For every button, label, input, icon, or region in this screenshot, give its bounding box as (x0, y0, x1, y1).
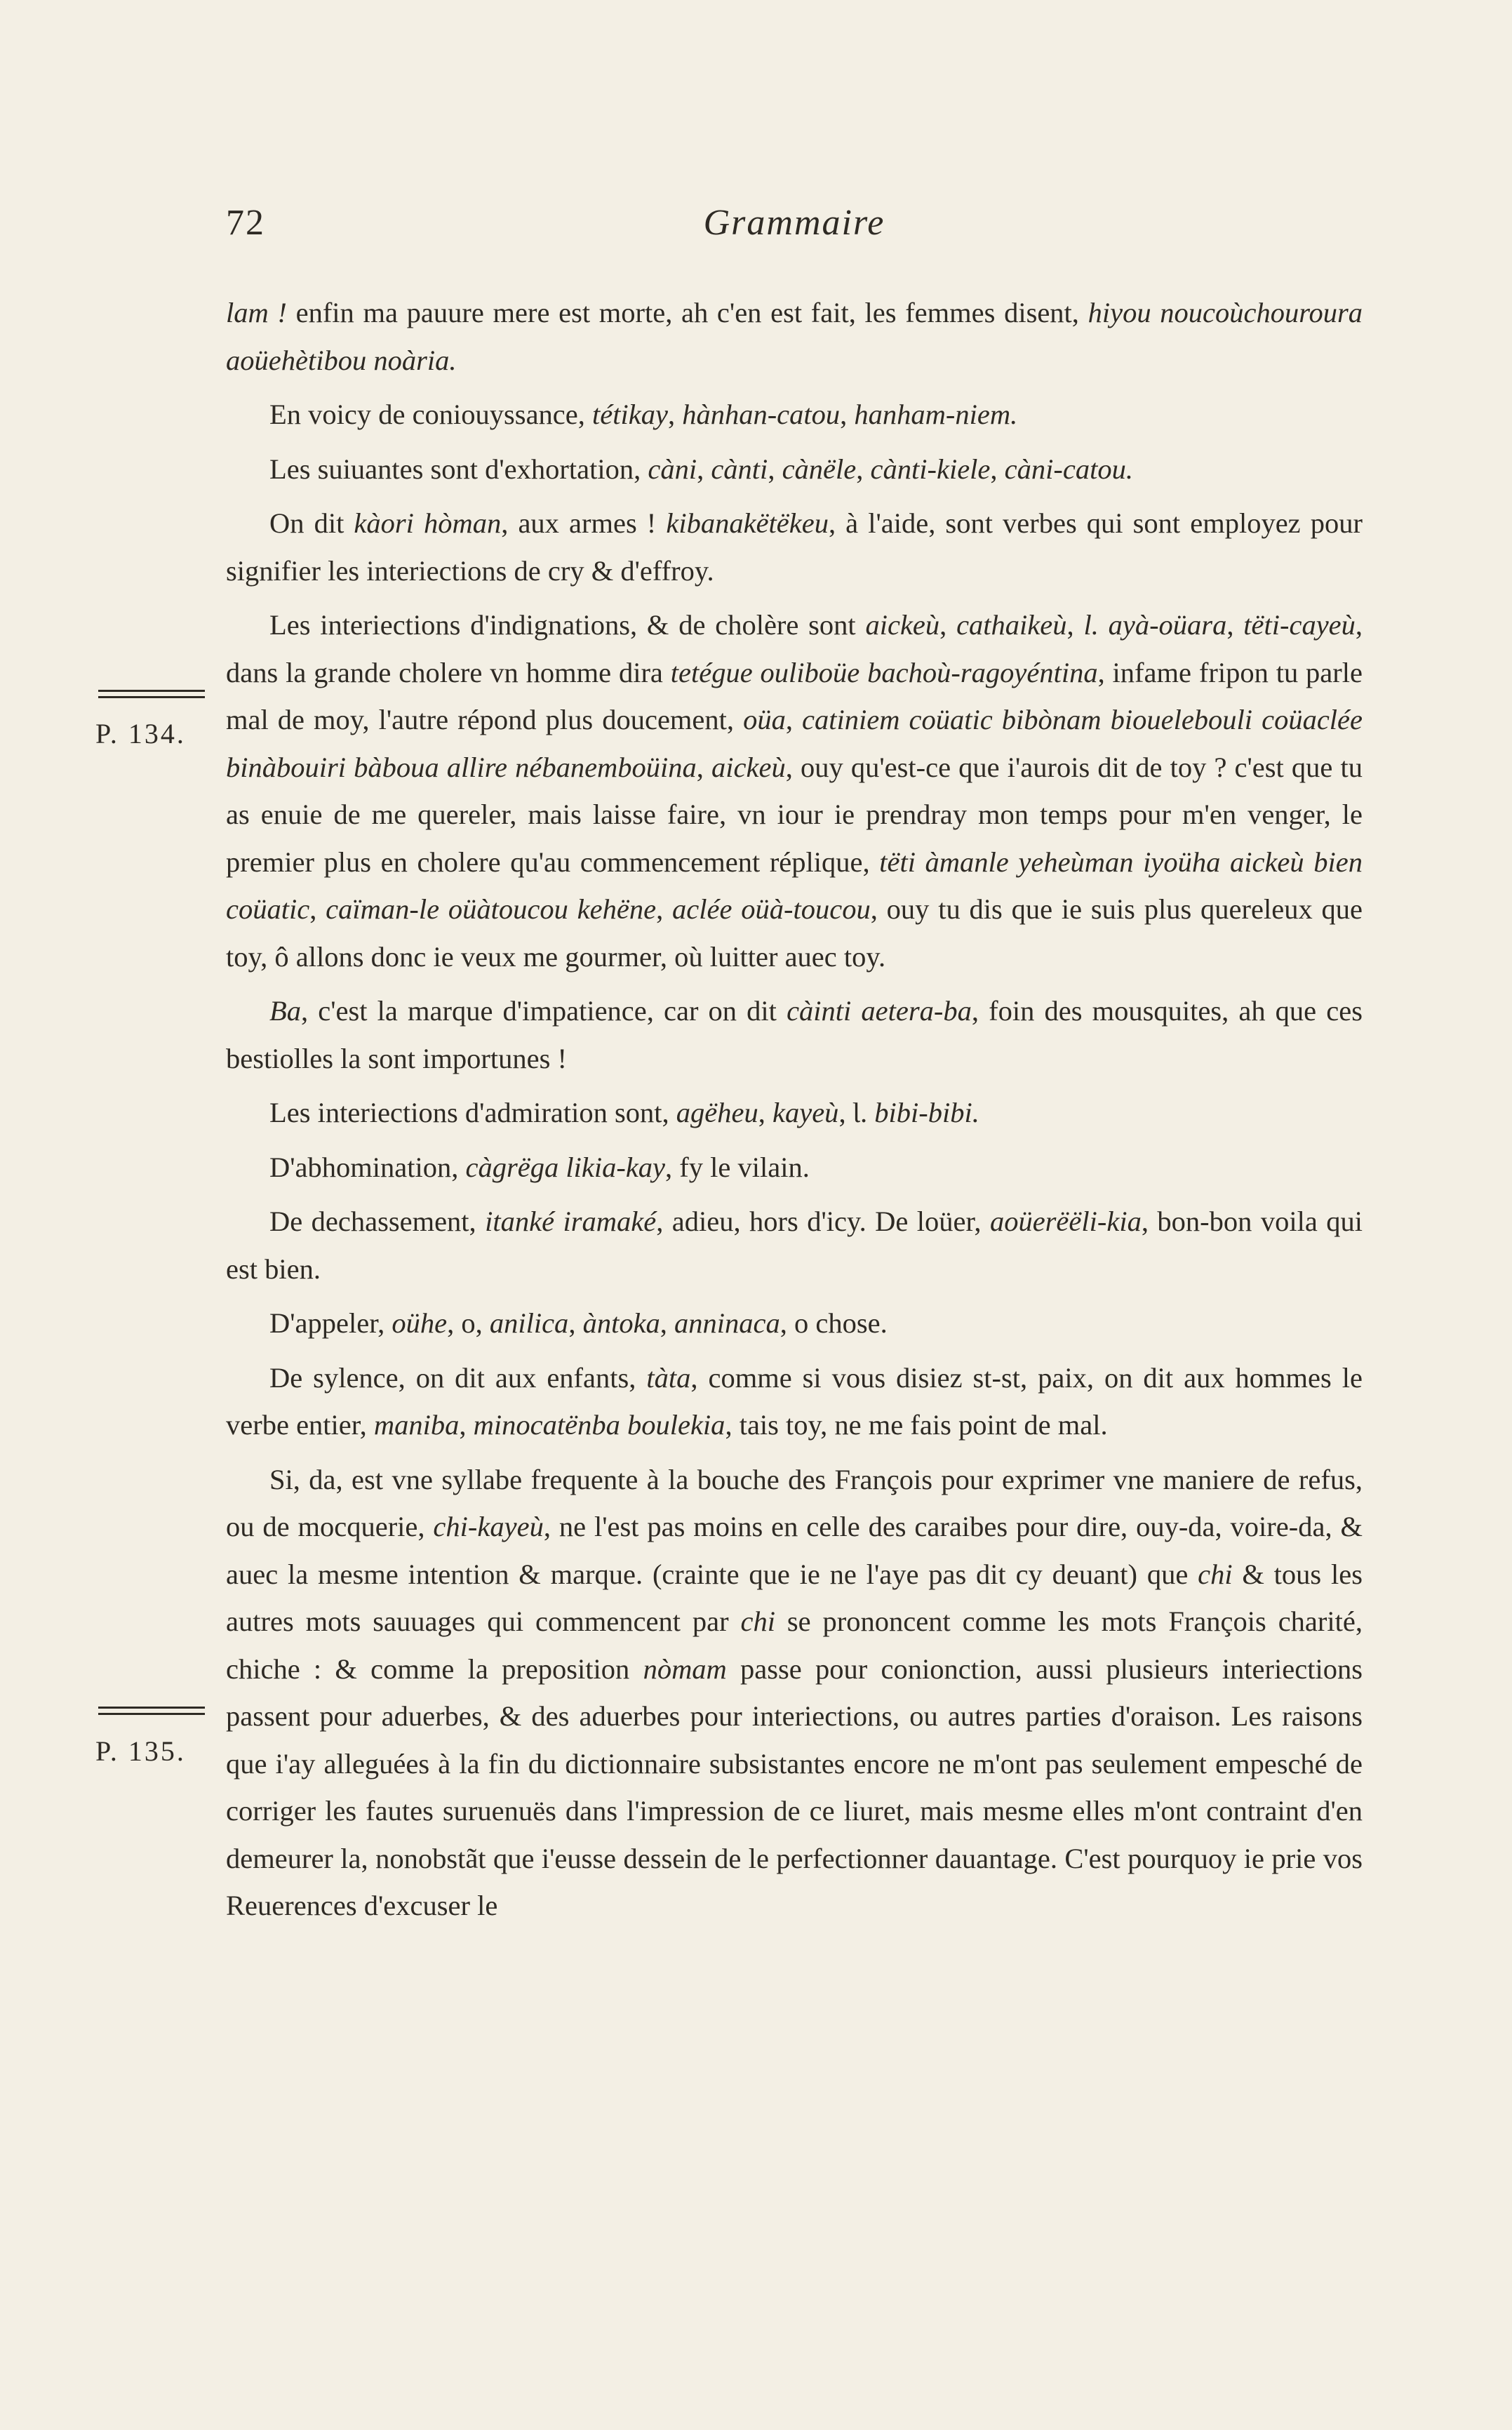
italic-term: cathaikeù (956, 609, 1067, 641)
italic-term: tàta (646, 1361, 691, 1394)
text-run: , foin des mousquites, ah que ces bestiolles la sont importunes ! (226, 995, 1363, 1074)
italic-term: càni-catou. (1004, 453, 1133, 485)
italic-term: cànti (711, 453, 768, 485)
italic-term: oüa (743, 704, 786, 735)
paragraph (226, 446, 1363, 493)
italic-term: catiniem coüatic bibònam biouelebouli coüaclée binàbouiri bàboua allire nébanemboüina (226, 704, 1363, 783)
italic-term: lam ! (226, 297, 296, 328)
page-header (226, 202, 1363, 258)
italic-term: agëheu (676, 1097, 758, 1128)
text-run: , (840, 399, 855, 430)
text-run: , (856, 453, 871, 485)
italic-term: tetégue ouliboüe bachoù-ragoyéntina (670, 656, 1098, 688)
text-run: , (1066, 609, 1084, 641)
italic-term: tëti-cayeù (1243, 609, 1356, 641)
italic-term: hiyou noucoùchouroura aoüehètibou noària. (226, 297, 1363, 376)
text-run: D'appeler, (269, 1307, 392, 1339)
italic-term: Ba (269, 995, 301, 1027)
text-run: , infame fripon tu parle mal de moy, l'autre répond plus doucement, (226, 656, 1363, 735)
text-run: On dit (269, 507, 354, 539)
text-run: , o, (447, 1307, 490, 1339)
text-run: , (768, 453, 782, 485)
text-run: , (785, 704, 803, 735)
paragraph (226, 1089, 1363, 1137)
paragraph (226, 1456, 1363, 1930)
text-run: & tous les autres mots sauuages qui commencent par (226, 1558, 1363, 1637)
text-run: , (696, 751, 712, 783)
margin-rule (98, 690, 205, 698)
text-run: D'abhomination, (269, 1151, 466, 1183)
margin-rule (98, 1707, 205, 1715)
paragraph (226, 1354, 1363, 1449)
italic-term: cànti-kiele (870, 453, 991, 485)
text-run: passe pour conionction, aussi plusieurs interiections passent pour aduerbes, & des aduerbes pour interiections, ou autres parties d'oraison. Les raisons que i'ay alleguées à la fin du dictionnaire subsistantes encore ne m'ont pas seulement empesché de corriger les fautes suruenuës dans l'impression de ce liuret, mais mesme elles m'ont contraint d'en demeurer la, nonobstãt que i'eusse dessein de le perfectionner dauantage. C'est pourquoy ie prie vos Reuerences d'excuser le (226, 1653, 1363, 1921)
italic-term: chi (740, 1605, 775, 1637)
italic-term: aickeù (711, 751, 786, 783)
text-run: En voicy de coniouyssance, (269, 399, 592, 430)
text-run: , ouy tu dis que ie suis plus querelеux que toy, ô allons donc ie veux me gourmer, où luitter auec toy. (226, 893, 1363, 973)
body-text (226, 289, 1363, 1937)
text-run: , comme si vous disiez st-st, paix, on dit aux hommes le verbe entier, (226, 1361, 1363, 1441)
text-run: , tais toy, ne me fais point de mal. (725, 1409, 1108, 1441)
paragraph (226, 601, 1363, 980)
italic-term: bibi-bibi. (874, 1097, 979, 1128)
italic-term: càgrëga likia-kay (465, 1151, 666, 1183)
text-run: , (459, 1409, 474, 1441)
text-run: , (656, 893, 673, 925)
italic-term: tétikay (592, 399, 668, 430)
italic-term: minocatënba boulekia (473, 1409, 725, 1441)
text-run: Les suiuantes sont d'exhortation, (269, 453, 648, 485)
text-run: , (990, 453, 1005, 485)
text-run: , (667, 399, 683, 430)
text-run: , c'est la marque d'impatience, car on dit (301, 995, 787, 1027)
text-run: Si, da, est vne syllabe frequente à la bouche des François pour exprimer vne maniere de refus, ou de mocquerie, (226, 1463, 1363, 1542)
italic-term: nòmam (643, 1653, 727, 1685)
margin-note-p134: P. 134. (95, 718, 186, 749)
italic-term: caïman-le oüàtoucou kehëne (326, 893, 657, 925)
italic-term: oühe (392, 1307, 448, 1339)
text-run: , (939, 609, 957, 641)
text-run: , (660, 1307, 675, 1339)
text-run: , ouy qu'est-ce que i'aurois dit de toy ? c'est que tu as enuie de me quereler, mais laisse faire, vn iour ie prendray mon temps pour m'en venger, le premier plus en cholere qu'au commencement réplique, (226, 751, 1363, 878)
italic-term: hanham-niem. (854, 399, 1018, 430)
italic-term: càni (648, 453, 697, 485)
italic-term: Ɩ. ayà-oüara (1083, 609, 1227, 641)
text-run: De dechassement, (269, 1206, 486, 1237)
text-run: , (309, 893, 326, 925)
paragraph (226, 987, 1363, 1082)
italic-term: itanké iramaké (485, 1206, 657, 1237)
text-run: se prononcent comme les mots François charité, chiche : & comme la preposition (226, 1605, 1363, 1685)
italic-term: càinti aetera-ba (787, 995, 972, 1027)
text-run: , o chose. (780, 1307, 888, 1339)
text-run: , adieu, hors d'icy. De loüer, (656, 1206, 990, 1237)
italic-term: kibanakëtëkeu (666, 507, 829, 539)
italic-term: anninaca (674, 1307, 780, 1339)
paragraph (226, 1300, 1363, 1347)
italic-term: aclée oüà-toucou (672, 893, 871, 925)
text-run: , aux armes ! (501, 507, 667, 539)
text-run: Les interiections d'indignations, & de cholère sont (269, 609, 866, 641)
italic-term: aickeù (865, 609, 940, 641)
text-run: , dans la grande cholere vn homme dira (226, 609, 1363, 688)
text-run: , bon-bon voila qui est bien. (226, 1206, 1363, 1285)
text-run: , ne l'est pas moins en celle des caraibes pour dire, ouy-da, voire-da, & auec la mesme intention & marque. (crainte que ie ne l'aye pas dit cy deuant) que (226, 1511, 1363, 1590)
paragraph (226, 1144, 1363, 1191)
italic-term: chi-kayeù (433, 1511, 544, 1542)
text-run: , fy le vilain. (665, 1151, 810, 1183)
italic-term: àntoka (582, 1307, 660, 1339)
italic-term: maniba (373, 1409, 460, 1441)
italic-term: chi (1198, 1558, 1233, 1590)
italic-term: anilica (489, 1307, 569, 1339)
text-run: , (697, 453, 711, 485)
paragraph (226, 1198, 1363, 1293)
text-run: enfin ma pauure mere est morte, ah c'en est fait, les femmes disent, (295, 297, 1088, 328)
page-number: 72 (226, 203, 265, 243)
italic-term: aoüerëëli-kia (989, 1206, 1142, 1237)
italic-term: hànhan-catou (682, 399, 841, 430)
italic-term: kayeù (772, 1097, 839, 1128)
text-run: Les interiections d'admiration sont, (269, 1097, 676, 1128)
text-run: , Ɩ. (838, 1097, 875, 1128)
running-title: Grammaire (703, 203, 885, 243)
paragraph (226, 289, 1363, 384)
margin-note-p135: P. 135. (95, 1735, 186, 1767)
text-run: , à l'aide, sont verbes qui sont employez pour signifier les interiections de cry & d'effroy. (226, 507, 1363, 587)
paragraph (226, 391, 1363, 439)
italic-term: kàori hòman (354, 507, 502, 539)
paragraph (226, 500, 1363, 594)
text-run: , (1226, 609, 1244, 641)
text-run: , (568, 1307, 583, 1339)
text-run: , (758, 1097, 772, 1128)
italic-term: cànële (782, 453, 857, 485)
italic-term: tëti àmanle yeheùman iyoüha aickeù bien coüatic (226, 846, 1363, 925)
text-run: De sylence, on dit aux enfants, (269, 1361, 647, 1394)
